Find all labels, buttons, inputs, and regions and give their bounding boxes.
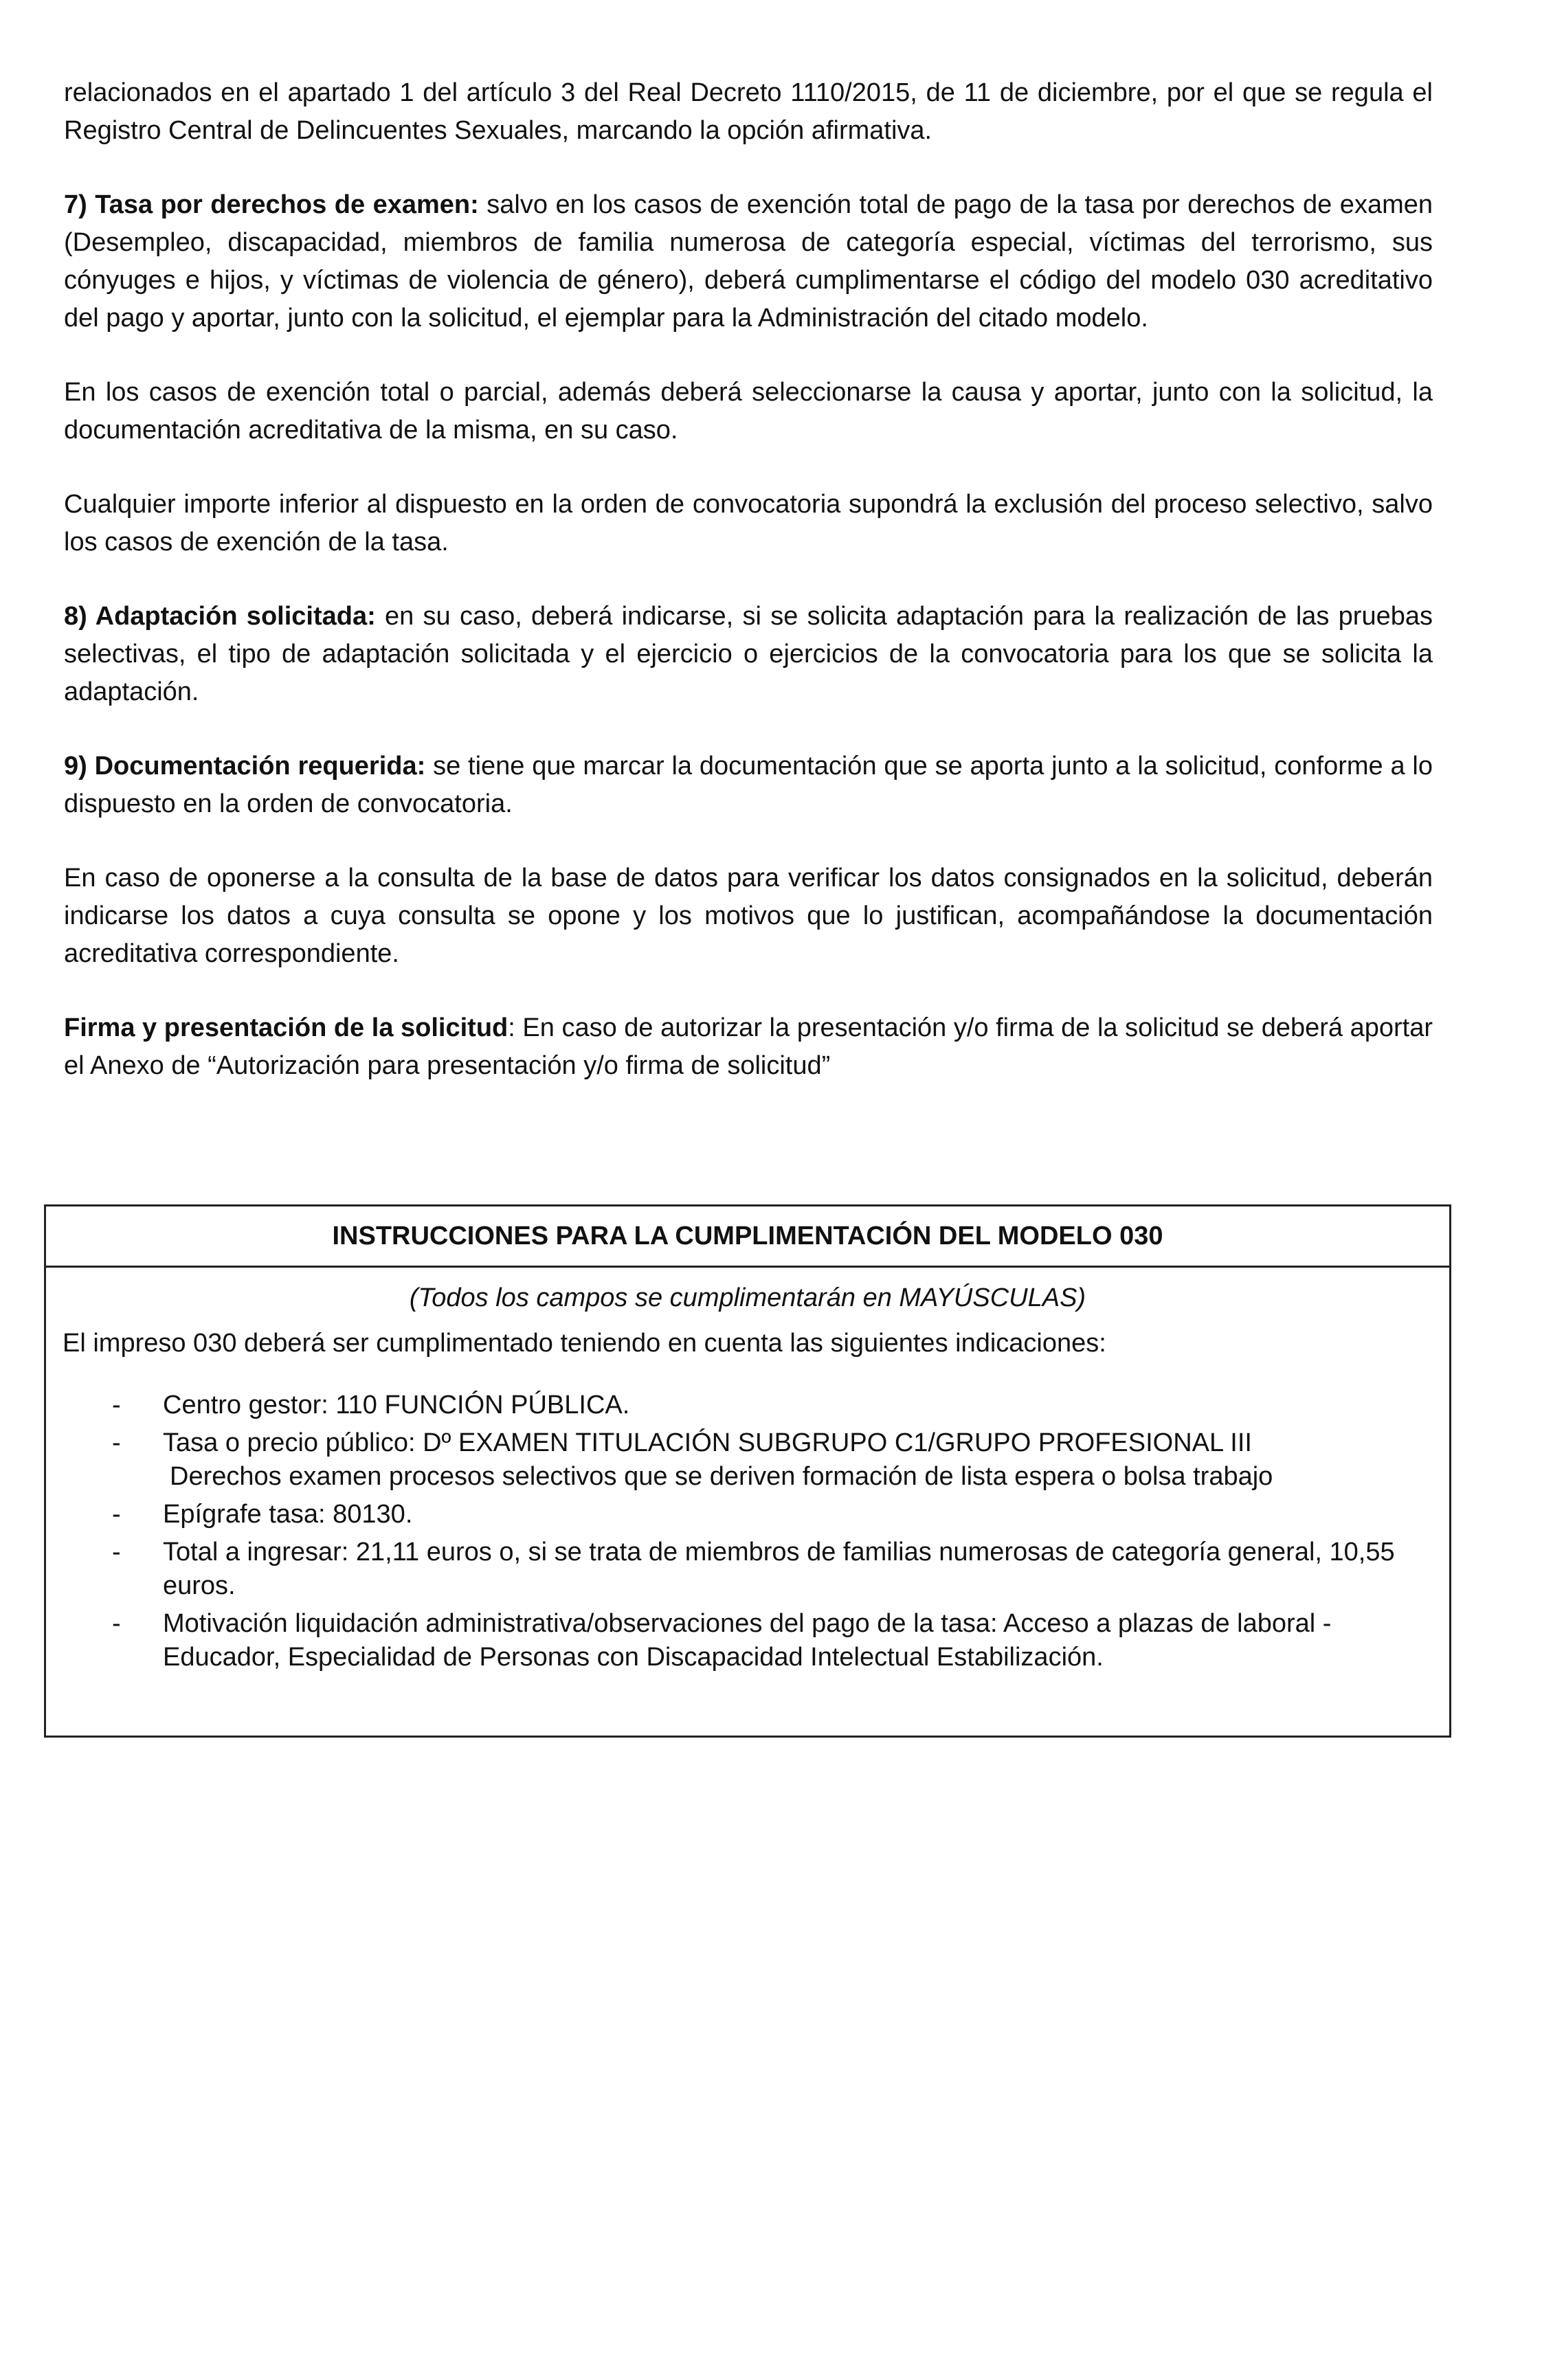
paragraph-text: Cualquier importe inferior al dispuesto en la orden de convocatoria supondrá la exclusión del proceso selectivo, salvo los casos de exención de la tasa. (64, 490, 1433, 557)
list-item (46, 1607, 1449, 1674)
paragraph-registro-delincuentes (64, 74, 1433, 150)
paragraph-text: En caso de oponerse a la consulta de la base de datos para verificar los datos consignados en la solicitud, deberán indicarse los datos a cuya consulta se opone y los motivos que lo justifican, acompañándose la documentación acreditativa correspondiente. (64, 864, 1433, 968)
bullet-dash: - (112, 1538, 121, 1567)
list-item (46, 1536, 1449, 1603)
item-text: Centro gestor: 110 FUNCIÓN PÚBLICA. (163, 1391, 630, 1419)
list-item (46, 1389, 1449, 1422)
paragraph-lead: 7) Tasa por derechos de examen: (64, 190, 479, 219)
instructions-list (46, 1389, 1449, 1674)
instructions-title: INSTRUCCIONES PARA LA CUMPLIMENTACIÓN DEL MODELO 030 (46, 1206, 1449, 1268)
paragraph-text: en su caso, deberá indicarse, si se solicita adaptación para la realización de las pruebas selectivas, el tipo de adaptación solicitada y el ejercicio o ejercicios de la convocatoria para los que se solicita la adaptación. (64, 602, 1433, 706)
list-item (46, 1498, 1449, 1531)
paragraph-lead: 9) Documentación requerida: (64, 752, 426, 781)
paragraph-adaptacion (64, 598, 1433, 711)
instructions-intro: El impreso 030 deberá ser cumplimentado teniendo en cuenta las siguientes indicaciones: (63, 1329, 1106, 1358)
item-text: Tasa o precio público: Dº EXAMEN TITULACIÓN SUBGRUPO C1/GRUPO PROFESIONAL III (163, 1428, 1252, 1457)
instructions-subtitle: (Todos los campos se cumplimentarán en MAYÚSCULAS) (409, 1283, 1086, 1312)
bullet-dash: - (112, 1391, 121, 1419)
paragraph-firma (64, 1009, 1433, 1085)
paragraph-lead: 8) Adaptación solicitada: (64, 602, 376, 631)
document-body (64, 74, 1433, 1085)
instructions-box (44, 1204, 1451, 1738)
bullet-dash: - (112, 1609, 121, 1638)
paragraph-text: se tiene que marcar la documentación que se aporta junto a la solicitud, conforme a lo dispuesto en la orden de convocatoria. (64, 752, 1433, 818)
item-text: Total a ingresar: 21,11 euros o, si se trata de miembros de familias numerosas de categoría general, 10,55 euros. (163, 1538, 1395, 1600)
paragraph-documentacion (64, 748, 1433, 823)
paragraph-oposicion-consulta (64, 860, 1433, 973)
paragraph-exencion (64, 374, 1433, 449)
paragraph-text: salvo en los casos de exención total de pago de la tasa por derechos de examen (Desempleo, discapacidad, miembros de familia numerosa de categoría especial, víctimas del terrorismo, sus cónyuges e hijos, y víctimas de violencia de género), deberá cumplimentarse el código del modelo 030 acreditativo del pago y aportar, junto con la solicitud, el ejemplar para la Administración del citado modelo. (64, 190, 1433, 333)
paragraph-lead: Firma y presentación de la solicitud (64, 1013, 509, 1042)
paragraph-text: relacionados en el apartado 1 del artículo 3 del Real Decreto 1110/2015, de 11 de diciembre, por el que se regula el Registro Central de Delincuentes Sexuales, marcando la opción afirmativa. (64, 78, 1433, 145)
item-text: Epígrafe tasa: 80130. (163, 1500, 413, 1529)
paragraph-text: En los casos de exención total o parcial, además deberá seleccionarse la causa y aportar, junto con la solicitud, la documentación acreditativa de la misma, en su caso. (64, 378, 1433, 445)
item-text: Motivación liquidación administrativa/observaciones del pago de la tasa: Acceso a plazas de laboral - Educador, Especialidad de Personas con Discapacidad Intelectual Estabilización. (163, 1609, 1332, 1672)
paragraph-text: : En caso de autorizar la presentación y/o firma de la solicitud se deberá aportar el Anexo de “Autorización para presentación y/o firma de solicitud” (64, 1013, 1433, 1080)
list-item (46, 1426, 1449, 1494)
paragraph-importe-inferior (64, 486, 1433, 561)
paragraph-tasa-examen (64, 186, 1433, 337)
bullet-dash: - (112, 1500, 121, 1529)
bullet-dash: - (112, 1428, 121, 1457)
item-continuation: Derechos examen procesos selectivos que se deriven formación de lista espera o bolsa trabajo (170, 1462, 1273, 1491)
